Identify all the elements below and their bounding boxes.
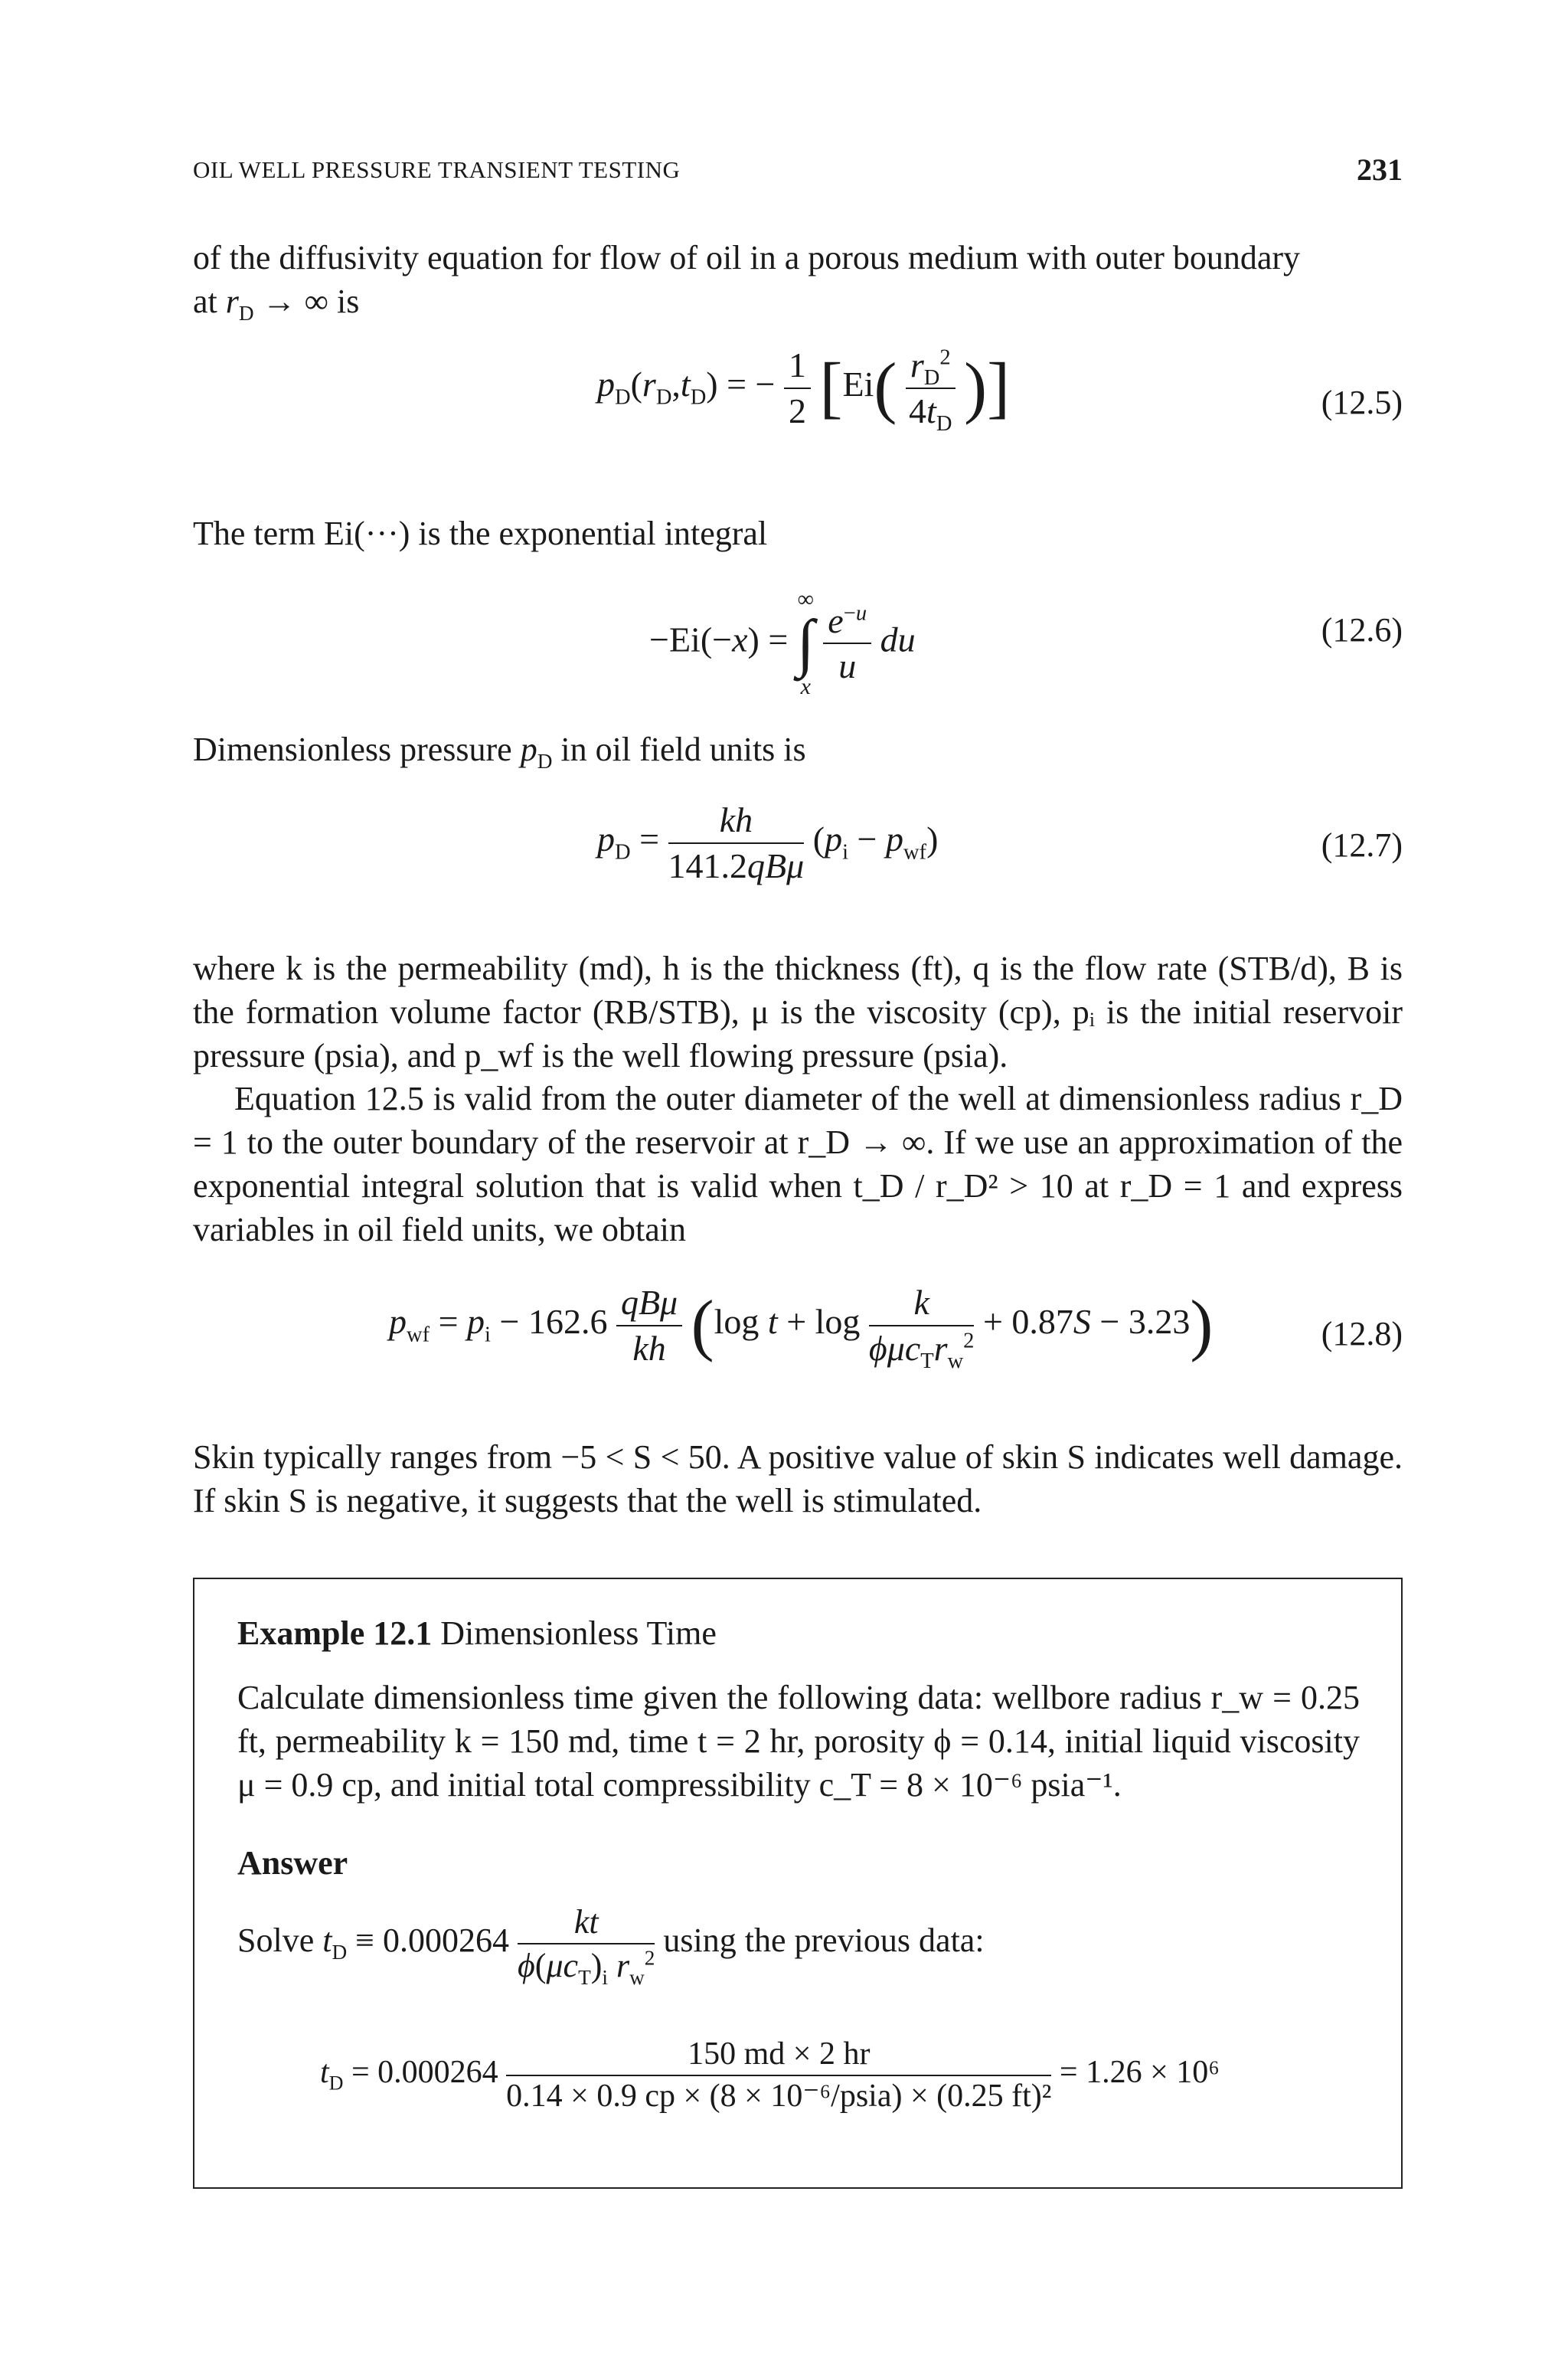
solve-prefix: Solve: [237, 1922, 315, 1960]
intro-line-1: of the diffusivity equation for flow of oil in a porous medium with outer boundary: [193, 239, 1301, 276]
pd-intro-suffix: in oil field units is: [560, 731, 806, 768]
equation-12-7: $p_D$ = kh 141.2qBμ $(p_i - p_{wf})$: [597, 798, 938, 888]
skin-paragraph: Skin typically ranges from −5 < S < 50. A positive value of skin S indicates well damage. If skin S is negative, it suggests that the well is stimulated.: [193, 1438, 1403, 1519]
equation-12-6: −Ei(−x) = ∞ ∫ x $\frac{e^{-u}}{u}$ du: [649, 587, 916, 699]
example-problem: Calculate dimensionless time given the following data: wellbore radius r_w = 0.25 ft, permeability k = 150 md, time t = 2 hr, porosity ϕ = 0.14, initial liquid viscosity μ = 0.9 cp, and initial total compressibility c_T = 8 × 10⁻⁶ psia⁻¹.: [237, 1679, 1360, 1804]
solve-line: Solve $t_D \equiv 0.000264$ kt $\phi(\mu c_T)_i$ $r_w^2$ using the previous data:: [237, 1901, 985, 1987]
eq-12-8-coefficient: 162.6: [528, 1302, 608, 1342]
intro-line-2: at $r_D$ → ∞ is: [193, 283, 360, 325]
example-heading: [237, 1611, 1360, 1655]
running-title: OIL WELL PRESSURE TRANSIENT TESTING: [193, 156, 681, 183]
intro-suffix: is: [336, 283, 360, 320]
example-title: Dimensionless Time: [440, 1614, 717, 1652]
validity-paragraph: Equation 12.5 is valid from the outer diameter of the well at dimensionless radius r_D = 1 to the outer boundary of the reservoir at r_D → ∞. If we use an approximation of the exponential integral solution that is valid when t_D / r_D² > 10 at r_D = 1 and express variables in oil field units, we obtain: [193, 1080, 1403, 1248]
eq-12-8-skin-coefficient: 0.87: [1011, 1302, 1073, 1342]
eq-12-8-constant: 3.23: [1128, 1302, 1191, 1342]
pd-intro-prefix: Dimensionless pressure: [193, 731, 512, 768]
eq-number-12-7: (12.7): [1321, 826, 1403, 864]
where-paragraph: where k is the permeability (md), h is the thickness (ft), q is the flow rate (STB/d), B is the formation volume factor (RB/STB), μ is the viscosity (cp), pᵢ is the initial reservoir pressure (psia), and p_wf is the well flowing pressure (psia).: [193, 950, 1403, 1074]
answer-heading: Answer: [237, 1844, 348, 1882]
eq-number-12-6: (12.6): [1321, 611, 1403, 649]
eq-number-12-8: (12.8): [1321, 1315, 1403, 1352]
intro-prefix: at: [193, 283, 217, 320]
ei-intro: The term Ei(···) is the exponential integral: [193, 515, 768, 552]
eq-12-7-coefficient: 141.2: [668, 845, 748, 885]
calc-denominator: 0.14 × 0.9 cp × (8 × 10⁻⁶/psia) × (0.25 ft)²: [506, 2078, 1052, 2114]
example-box: [193, 1578, 1403, 2189]
page-number: 231: [1357, 152, 1403, 187]
example-label: Example 12.1: [237, 1614, 433, 1652]
calc-numerator: 150 md × 2 hr: [506, 2034, 1051, 2076]
calc-result: = 1.26 × 10⁶: [1059, 2055, 1220, 2091]
equation-12-5: $p_D(r_D,t_D)$ = − $\frac{1}{2}$ [Ei( $\frac{r_D^2}{4t_D}$ )]: [597, 343, 1010, 433]
equation-12-8: $p_{wf} = p_i - 162.6$ qBμ kh (log t + log k $\phi\mu c_Tr_w^2$ + 0.87S − 3.23): [389, 1280, 1213, 1370]
calculation-line: $t_D = 0.000264$ 150 md × 2 hr 0.14 × 0.9 cp × (8 × 10⁻⁶/psia) × (0.25 ft)² = 1.26 × 10⁶: [320, 2034, 1220, 2116]
solve-constant: 0.000264: [383, 1922, 509, 1960]
solve-suffix: using the previous data:: [663, 1922, 985, 1960]
eq-number-12-5: (12.5): [1321, 384, 1403, 421]
pd-intro: Dimensionless pressure $p_D$ in oil field units is: [193, 731, 806, 773]
